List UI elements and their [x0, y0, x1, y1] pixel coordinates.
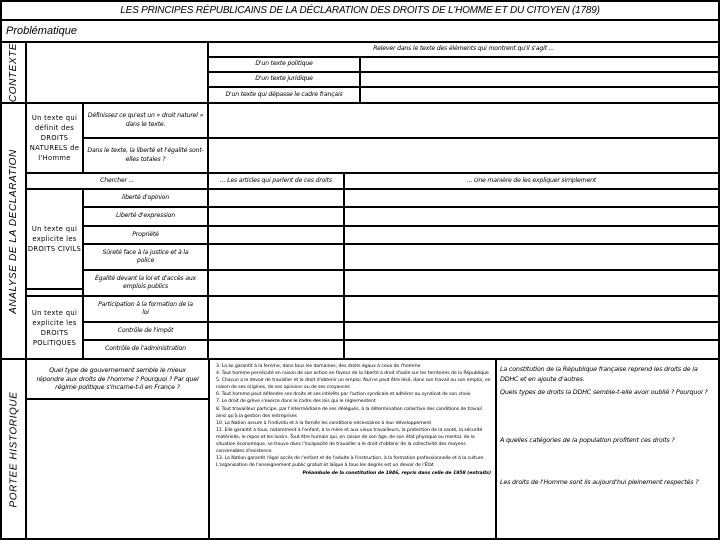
- page-title: [0, 0, 720, 21]
- item-text: Liberté d'expression: [116, 212, 175, 220]
- problematique-label: Problématique: [6, 25, 77, 37]
- preamble-article: 11. Elle garantit à tous, notamment à l'enfant, à la mère et aux vieux travailleurs, la protection de la santé, la sécurité matérielle, le repos et les loisirs. Tout être humain qui, en raison de son âge, de son état physique ou mental, de la situation économique, se trouve dans l'incapacité de travailler a le droit d'obtenir de la collectivité des moyens convenables d'existence: [216, 427, 483, 455]
- category-droits-civils: [25, 188, 84, 290]
- explication-participation-loi[interactable]: [343, 295, 720, 323]
- item-text: Égalité devant la loi et d'accès aux emplois publics: [94, 274, 197, 290]
- explication-controle-impot[interactable]: [343, 321, 720, 341]
- item-propriete: [82, 225, 209, 245]
- question-liberte-egalite: [82, 137, 209, 174]
- row-label-text: D'un texte qui dépasse le cadre français: [225, 90, 343, 98]
- explication-controle-administration[interactable]: [343, 339, 720, 360]
- explication-liberte-opinion[interactable]: [343, 188, 720, 208]
- question-text: Définissez ce qu'est un « droit naturel » dans le texte.: [87, 112, 204, 128]
- contexte-empty-cell: [25, 41, 209, 104]
- item-text: Contrôle de l'impôt: [117, 326, 174, 334]
- preamble-article: 6. Tout homme peut défendre ses droits et ses intérêts par l'action syndicale et adhérer au syndicat de son choix: [216, 392, 471, 398]
- question-droits-oublies: Quels types de droits la DDHC semble-t-elle avoir oublié ? Pourquoi ?: [500, 388, 708, 396]
- explication-surete[interactable]: [343, 243, 720, 271]
- question-categories-population: A quelles catégories de la population profitent ces droits ?: [500, 436, 675, 444]
- articles-propriete[interactable]: [207, 225, 345, 245]
- header-text: ... Une manière de les expliquer simplement: [466, 176, 597, 184]
- item-liberte-opinion: [82, 188, 209, 208]
- header-text: ... Les articles qui parlent de ces droits: [220, 176, 332, 184]
- question-droit-naturel: [82, 102, 209, 139]
- preamble-article: 4. Tout homme persécuté en raison de son action en faveur de la liberté a droit d'asile sur les territoires de la République: [216, 371, 489, 377]
- item-text: Participation à la formation de la loi: [98, 300, 193, 316]
- item-controle-administration: [82, 339, 209, 360]
- explication-propriete[interactable]: [343, 225, 720, 245]
- answer-liberte-egalite[interactable]: [207, 137, 720, 174]
- category-droits-politiques: [25, 295, 84, 360]
- articles-controle-administration[interactable]: [207, 339, 345, 360]
- portee-question-text: Quel type de gouvernement semble le mieux répondre aux droits de l'homme ? Pourquoi ? Par quel régime politique s'incarne-t-il en France ?: [36, 366, 199, 392]
- category-text: Un texte qui définit des DROITS NATURELS de l'Homme: [29, 114, 80, 162]
- preamble-article: 3. La loi garantit à la femme, dans tous les domaines, des droits égaux à ceux de l'homme: [216, 364, 421, 369]
- row-label-text: D'un texte juridique: [255, 75, 313, 83]
- articles-liberte-opinion[interactable]: [207, 188, 345, 208]
- preamble-excerpt: [208, 358, 497, 540]
- preamble-source: Préambule de la constitution de 1946, repris dans celle de 1958 (extraits): [302, 471, 491, 477]
- row-label-text: D'un texte politique: [255, 60, 313, 68]
- header-text: Chercher ...: [100, 176, 134, 184]
- articles-egalite[interactable]: [207, 269, 345, 297]
- question-droits-respectes: Les droits de l'Homme sont ils aujourd'hui pleinement respectés ?: [500, 478, 699, 486]
- analyse-label-text: ANALYSE DE LA DECLARATION: [8, 148, 19, 314]
- section-label-portee: [0, 358, 27, 540]
- preamble-article: 13. La Nation garantit l'égal accès de l'enfant et de l'adulte à l'instruction, à la formation professionnelle et à la culture. L'organisation de l'enseignement public gratuit et laïque à tous les degrés est un devoir de l'État: [216, 456, 485, 469]
- portee-question: [25, 358, 210, 400]
- articles-liberte-expression[interactable]: [207, 206, 345, 227]
- page-title-text: LES PRINCIPES RÉPUBLICAINS DE LA DÉCLARATION DES DROITS DE L'HOMME ET DU CITOYEN (1789): [120, 5, 600, 16]
- item-controle-impot: [82, 321, 209, 341]
- preamble-article: 8. Tout travailleur participe, par l'intermédiaire de ses délégués, à la détermination collective des conditions de travail ainsi qu'à la gestion des entreprises: [216, 406, 482, 419]
- intro-statement: La constitution de la République française reprend les droits de la DDHC et en ajoute d'autres.: [500, 365, 698, 383]
- section-label-contexte: [0, 41, 27, 104]
- category-text: Un texte qui explicite les DROITS POLITIQUES: [31, 308, 78, 347]
- articles-surete[interactable]: [207, 243, 345, 271]
- item-liberte-expression: [82, 206, 209, 227]
- explication-egalite[interactable]: [343, 269, 720, 297]
- preamble-article: 7. Le droit de grève s'exerce dans le cadre des lois qui le réglementent: [216, 399, 376, 405]
- item-participation-loi: [82, 295, 209, 323]
- item-text: Propriété: [132, 230, 159, 238]
- portee-right-questions: [495, 358, 720, 540]
- item-text: liberté d'opinion: [122, 193, 169, 201]
- articles-participation-loi[interactable]: [207, 295, 345, 323]
- portee-label-text: PORTEE HISTORIQUE: [8, 391, 19, 507]
- explication-liberte-expression[interactable]: [343, 206, 720, 227]
- preamble-article: 5. Chacun a le devoir de travailler et le droit d'obtenir un emploi. Nul ne peut être lésé, dans son travail ou son emploi, en raison de ses origines, de ses opinions ou de ses croyances: [216, 378, 491, 391]
- articles-controle-impot[interactable]: [207, 321, 345, 341]
- item-text: Contrôle de l'administration: [105, 345, 186, 353]
- answer-droit-naturel[interactable]: [207, 102, 720, 139]
- section-label-analyse: [0, 102, 27, 360]
- portee-answer[interactable]: [25, 398, 210, 540]
- question-text: Dans le texte, la liberté et l'égalité sont-elles totales ?: [87, 147, 204, 163]
- category-text: Un texte qui explicite les DROITS CIVILS: [27, 225, 82, 253]
- preamble-article: 10. La Nation assure à l'individu et à la famille les conditions nécessaires à leur développement: [216, 420, 432, 426]
- contexte-instruction-text: Relever dans le texte des éléments qui montrent qu'il s'agit ...: [373, 45, 554, 53]
- item-egalite: [82, 269, 209, 297]
- category-droits-naturels: [25, 102, 84, 174]
- item-text: Sûreté face à la justice et à la police: [102, 248, 189, 264]
- contexte-label-text: CONTEXTE: [8, 42, 19, 103]
- item-surete: [82, 243, 209, 271]
- problematique-field[interactable]: [0, 19, 720, 43]
